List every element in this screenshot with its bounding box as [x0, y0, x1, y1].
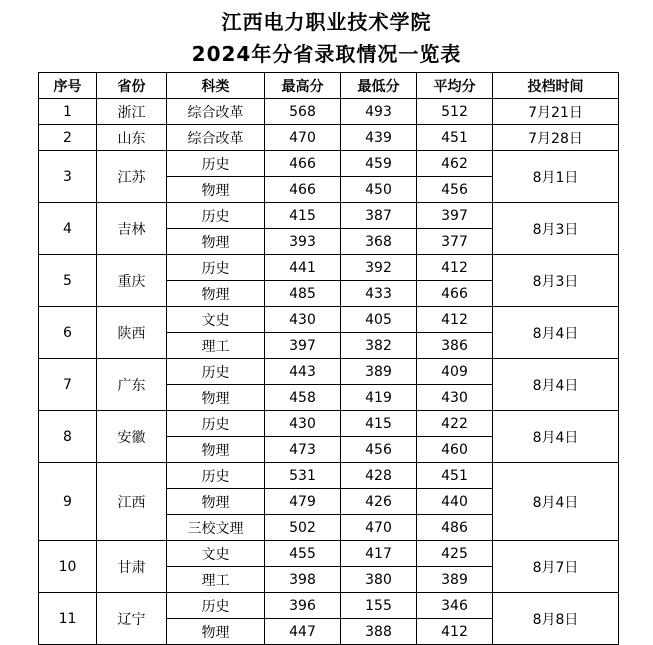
cell-category: 文史 [167, 541, 265, 567]
cell-category: 物理 [167, 177, 265, 203]
cell-no: 6 [39, 307, 97, 359]
cell-avg-score: 377 [417, 229, 493, 255]
cell-max-score: 531 [265, 463, 341, 489]
cell-category: 历史 [167, 255, 265, 281]
cell-province: 陕西 [97, 307, 167, 359]
cell-max-score: 415 [265, 203, 341, 229]
cell-max-score: 470 [265, 125, 341, 151]
cell-min-score: 433 [341, 281, 417, 307]
cell-filing-date: 7月28日 [493, 125, 619, 151]
cell-avg-score: 425 [417, 541, 493, 567]
cell-avg-score: 486 [417, 515, 493, 541]
cell-category: 三校文理 [167, 515, 265, 541]
table-row [39, 411, 619, 437]
header-avg-score: 平均分 [417, 73, 493, 99]
cell-avg-score: 422 [417, 411, 493, 437]
cell-max-score: 393 [265, 229, 341, 255]
cell-max-score: 479 [265, 489, 341, 515]
cell-filing-date: 8月8日 [493, 593, 619, 645]
cell-category: 理工 [167, 333, 265, 359]
cell-no: 10 [39, 541, 97, 593]
table-row [39, 255, 619, 281]
cell-avg-score: 412 [417, 255, 493, 281]
cell-category: 物理 [167, 489, 265, 515]
cell-category: 物理 [167, 281, 265, 307]
document-title: 江西电力职业技术学院 [221, 10, 432, 34]
cell-category: 物理 [167, 229, 265, 255]
cell-category: 综合改革 [167, 125, 265, 151]
cell-max-score: 458 [265, 385, 341, 411]
cell-no: 8 [39, 411, 97, 463]
cell-max-score: 430 [265, 411, 341, 437]
cell-province: 浙江 [97, 99, 167, 125]
cell-min-score: 387 [341, 203, 417, 229]
cell-avg-score: 412 [417, 619, 493, 645]
header-max-score: 最高分 [265, 73, 341, 99]
table-row [39, 151, 619, 177]
table-row [39, 125, 619, 151]
cell-min-score: 428 [341, 463, 417, 489]
cell-max-score: 398 [265, 567, 341, 593]
cell-max-score: 396 [265, 593, 341, 619]
cell-filing-date: 8月4日 [493, 359, 619, 411]
cell-min-score: 388 [341, 619, 417, 645]
cell-min-score: 426 [341, 489, 417, 515]
cell-filing-date: 8月4日 [493, 463, 619, 541]
cell-no: 11 [39, 593, 97, 645]
cell-no: 3 [39, 151, 97, 203]
cell-avg-score: 440 [417, 489, 493, 515]
cell-category: 物理 [167, 619, 265, 645]
cell-max-score: 443 [265, 359, 341, 385]
cell-filing-date: 8月4日 [493, 411, 619, 463]
cell-province: 吉林 [97, 203, 167, 255]
cell-category: 历史 [167, 203, 265, 229]
cell-min-score: 439 [341, 125, 417, 151]
cell-min-score: 459 [341, 151, 417, 177]
cell-category: 历史 [167, 151, 265, 177]
cell-province: 广东 [97, 359, 167, 411]
cell-avg-score: 462 [417, 151, 493, 177]
cell-avg-score: 346 [417, 593, 493, 619]
header-row [39, 73, 619, 99]
cell-avg-score: 430 [417, 385, 493, 411]
table-row [39, 463, 619, 489]
cell-avg-score: 451 [417, 463, 493, 489]
cell-category: 历史 [167, 593, 265, 619]
cell-filing-date: 8月7日 [493, 541, 619, 593]
cell-max-score: 568 [265, 99, 341, 125]
table-row [39, 203, 619, 229]
cell-no: 5 [39, 255, 97, 307]
cell-category: 物理 [167, 385, 265, 411]
cell-min-score: 380 [341, 567, 417, 593]
cell-min-score: 415 [341, 411, 417, 437]
cell-province: 辽宁 [97, 593, 167, 645]
cell-max-score: 466 [265, 151, 341, 177]
cell-max-score: 441 [265, 255, 341, 281]
cell-min-score: 417 [341, 541, 417, 567]
cell-no: 1 [39, 99, 97, 125]
table-row [39, 99, 619, 125]
cell-province: 重庆 [97, 255, 167, 307]
cell-category: 物理 [167, 437, 265, 463]
cell-min-score: 456 [341, 437, 417, 463]
table-row [39, 593, 619, 619]
cell-max-score: 397 [265, 333, 341, 359]
cell-category: 综合改革 [167, 99, 265, 125]
cell-no: 2 [39, 125, 97, 151]
cell-max-score: 430 [265, 307, 341, 333]
cell-min-score: 405 [341, 307, 417, 333]
cell-province: 安徽 [97, 411, 167, 463]
cell-province: 甘肃 [97, 541, 167, 593]
cell-min-score: 419 [341, 385, 417, 411]
cell-filing-date: 7月21日 [493, 99, 619, 125]
cell-max-score: 455 [265, 541, 341, 567]
cell-max-score: 502 [265, 515, 341, 541]
cell-province: 江苏 [97, 151, 167, 203]
header-province: 省份 [97, 73, 167, 99]
cell-no: 9 [39, 463, 97, 541]
table-row [39, 307, 619, 333]
cell-max-score: 485 [265, 281, 341, 307]
cell-avg-score: 466 [417, 281, 493, 307]
document-subtitle: 2024年分省录取情况一览表 [191, 42, 462, 66]
cell-min-score: 368 [341, 229, 417, 255]
cell-max-score: 466 [265, 177, 341, 203]
cell-avg-score: 386 [417, 333, 493, 359]
cell-category: 历史 [167, 463, 265, 489]
cell-avg-score: 389 [417, 567, 493, 593]
table-row [39, 541, 619, 567]
cell-filing-date: 8月3日 [493, 203, 619, 255]
cell-min-score: 450 [341, 177, 417, 203]
header-category: 科类 [167, 73, 265, 99]
admission-table [38, 72, 619, 645]
cell-filing-date: 8月1日 [493, 151, 619, 203]
cell-min-score: 389 [341, 359, 417, 385]
cell-province: 山东 [97, 125, 167, 151]
cell-province: 江西 [97, 463, 167, 541]
cell-filing-date: 8月4日 [493, 307, 619, 359]
cell-category: 历史 [167, 411, 265, 437]
cell-max-score: 447 [265, 619, 341, 645]
cell-min-score: 155 [341, 593, 417, 619]
cell-avg-score: 456 [417, 177, 493, 203]
cell-avg-score: 512 [417, 99, 493, 125]
cell-no: 4 [39, 203, 97, 255]
header-filing-date: 投档时间 [493, 73, 619, 99]
header-no: 序号 [39, 73, 97, 99]
cell-avg-score: 460 [417, 437, 493, 463]
cell-min-score: 382 [341, 333, 417, 359]
cell-avg-score: 397 [417, 203, 493, 229]
cell-avg-score: 409 [417, 359, 493, 385]
cell-filing-date: 8月3日 [493, 255, 619, 307]
cell-category: 理工 [167, 567, 265, 593]
cell-min-score: 470 [341, 515, 417, 541]
cell-max-score: 473 [265, 437, 341, 463]
cell-avg-score: 412 [417, 307, 493, 333]
cell-avg-score: 451 [417, 125, 493, 151]
cell-category: 历史 [167, 359, 265, 385]
cell-min-score: 493 [341, 99, 417, 125]
cell-category: 文史 [167, 307, 265, 333]
header-min-score: 最低分 [341, 73, 417, 99]
table-row [39, 359, 619, 385]
cell-min-score: 392 [341, 255, 417, 281]
cell-no: 7 [39, 359, 97, 411]
